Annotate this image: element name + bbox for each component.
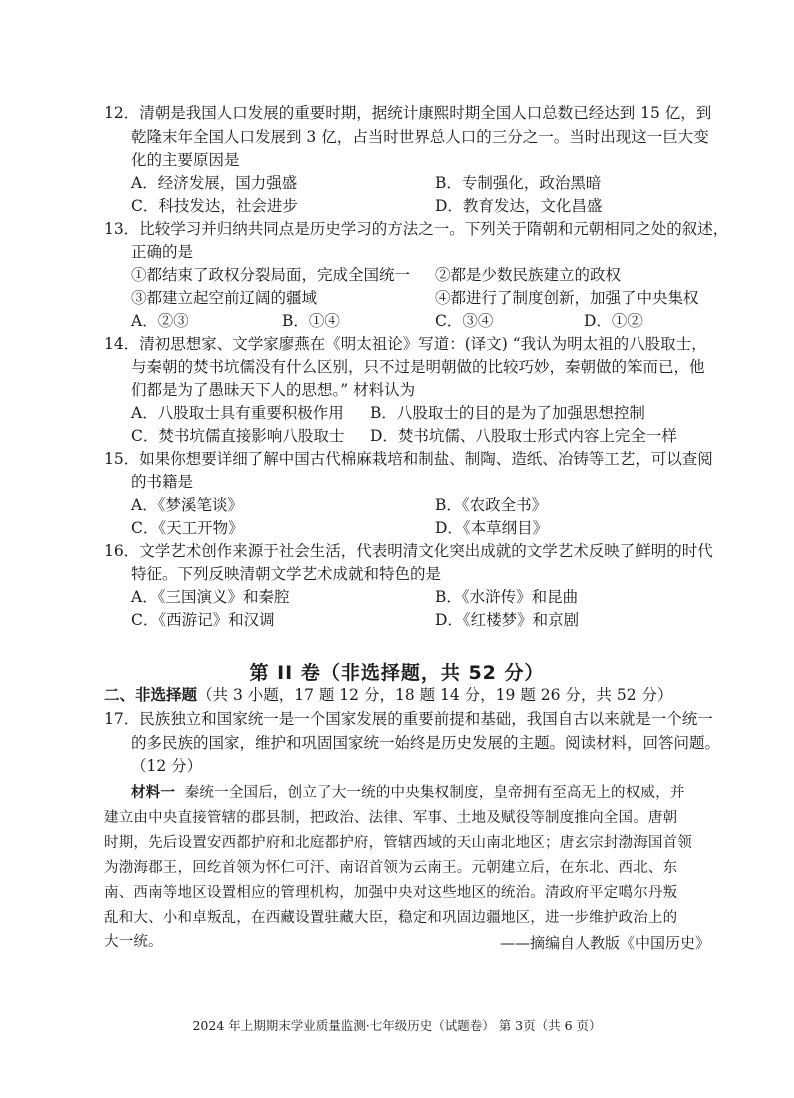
material-line3: 时期，先后设置安西都护府和北庭都护府，管辖西域的天山南北地区；唐玄宗封渤海国首领 (104, 835, 692, 851)
q17-stem-line1: 17．民族独立和国家统一是一个国家发展的重要前提和基础，我国自古以来就是一个统一 (104, 710, 713, 728)
q14-option-a: A．八股取士具有重要积极作用 (131, 404, 344, 422)
q12-option-d: D．教育发达，文化昌盛 (435, 197, 603, 215)
q14-option-d: D．焚书坑儒、八股取士形式内容上完全一样 (370, 427, 677, 445)
q15-option-d: D．《本草纲目》 (435, 519, 549, 537)
material-line1 (131, 782, 685, 804)
q13-stem-line1: 13．比较学习并归纳共同点是历史学习的方法之一。下列关于隋朝和元朝相同之处的叙述， (104, 220, 729, 238)
material-line4: 为渤海郡王，回纥首领为怀仁可汗、南诏首领为云南王。元朝建立后，在东北、西北、东 (104, 860, 678, 876)
q13-option-b: B．①④ (282, 312, 340, 330)
q17-stem-line3: （12 分） (131, 757, 203, 775)
q12-stem-line3: 化的主要原因是 (131, 151, 240, 169)
q16-option-b: B．《水浒传》和昆曲 (435, 588, 579, 606)
section-heading-bold: 二、非选择题 (104, 686, 198, 704)
q13-stem-line2: 正确的是 (131, 243, 194, 261)
q13-statement-1: ①都结束了政权分裂局面，完成全国统一 (131, 266, 411, 284)
q15-stem-line2: 的书籍是 (131, 473, 194, 491)
q17-stem-line2: 的多民族的国家，维护和巩固国家统一始终是历史发展的主题。阅读材料，回答问题。 (131, 734, 721, 752)
q15-option-a: A．《梦溪笔谈》 (131, 496, 243, 514)
q16-option-c: C．《西游记》和汉调 (131, 611, 275, 629)
q13-statement-4: ④都进行了制度创新，加强了中央集权 (435, 289, 699, 307)
material-text1: 秦统一全国后，创立了大一统的中央集权制度，皇帝拥有至高无上的权威，并 (184, 785, 685, 801)
q15-option-c: C．《天工开物》 (131, 519, 244, 537)
q16-stem-line2: 特征。下列反映清朝文学艺术成就和特色的是 (131, 565, 442, 583)
q14-stem-line1: 14．清初思想家、文学家廖燕在《明太祖论》写道：(译文) “我认为明太祖的八股取士， (104, 335, 707, 353)
section-heading (104, 684, 673, 706)
material-line6: 乱和大、小和卓叛乱，在西藏设置驻藏大臣，稳定和巩固边疆地区，进一步维护政治上的 (104, 910, 678, 926)
q13-option-c: C．③④ (435, 312, 494, 330)
q13-option-a: A．②③ (131, 312, 189, 330)
page-footer: 2024 年上期期末学业质量监测·七年级历史（试题卷） 第 3页（共 6 页） (192, 1018, 602, 1033)
q15-stem-line1: 15．如果你想要详细了解中国古代棉麻栽培和制盐、制陶、造纸、冶铸等工艺，可以查阅 (104, 450, 713, 468)
q14-stem-line2: 与秦朝的焚书坑儒没有什么区别，只不过是明朝做的比较巧妙，秦朝做的笨而已，他 (131, 358, 705, 376)
q12-option-b: B．专制强化，政治黑暗 (435, 174, 602, 192)
q12-option-c: C．科技发达，社会进步 (131, 197, 298, 215)
q12-stem-line2: 乾隆末年全国人口发展到 3 亿，占当时世界总人口的三分之一。当时出现这一巨大变 (131, 128, 709, 146)
material-line5: 南、西南等地区设置相应的管理机构，加强中央对这些地区的统治。清政府平定噶尔丹叛 (104, 885, 678, 901)
q16-option-d: D．《红楼梦》和京剧 (435, 611, 580, 629)
q12-stem-line1: 12．清朝是我国人口发展的重要时期，据统计康熙时期全国人口总数已经达到 15 亿，到 (104, 104, 712, 122)
q16-stem-line1: 16．文学艺术创作来源于社会生活，代表明清文化突出成就的文学艺术反映了鲜明的时代 (104, 542, 713, 560)
q16-option-a: A．《三国演义》和秦腔 (131, 588, 290, 606)
q15-option-b: B．《农政全书》 (435, 496, 548, 514)
section-heading-rest: （共 3 小题，17 题 12 分，18 题 14 分，19 题 26 分，共 52 分） (197, 686, 673, 704)
q14-option-c: C．焚书坑儒直接影响八股取士 (131, 427, 345, 445)
material-source: ——摘编自人教版《中国历史》 (500, 934, 711, 952)
section-title: 第 II 卷（非选择题，共 52 分） (249, 662, 545, 684)
q13-option-d: D．①② (584, 312, 643, 330)
q13-statement-3: ③都建立起空前辽阔的疆域 (131, 289, 318, 307)
q14-option-b: B．八股取士的目的是为了加强思想控制 (370, 404, 645, 422)
q12-option-a: A．经济发展，国力强盛 (131, 174, 298, 192)
q14-stem-line3: 们都是为了愚昧天下人的思想。” 材料认为 (131, 381, 416, 399)
material-line7: 大一统。 (104, 934, 163, 950)
q13-statement-2: ②都是少数民族建立的政权 (435, 266, 622, 284)
material-line2: 建立由中央直接管辖的郡县制，把政治、法律、军事、土地及赋役等制度推向全国。唐朝 (104, 810, 678, 826)
material-label: 材料一 (131, 785, 176, 801)
